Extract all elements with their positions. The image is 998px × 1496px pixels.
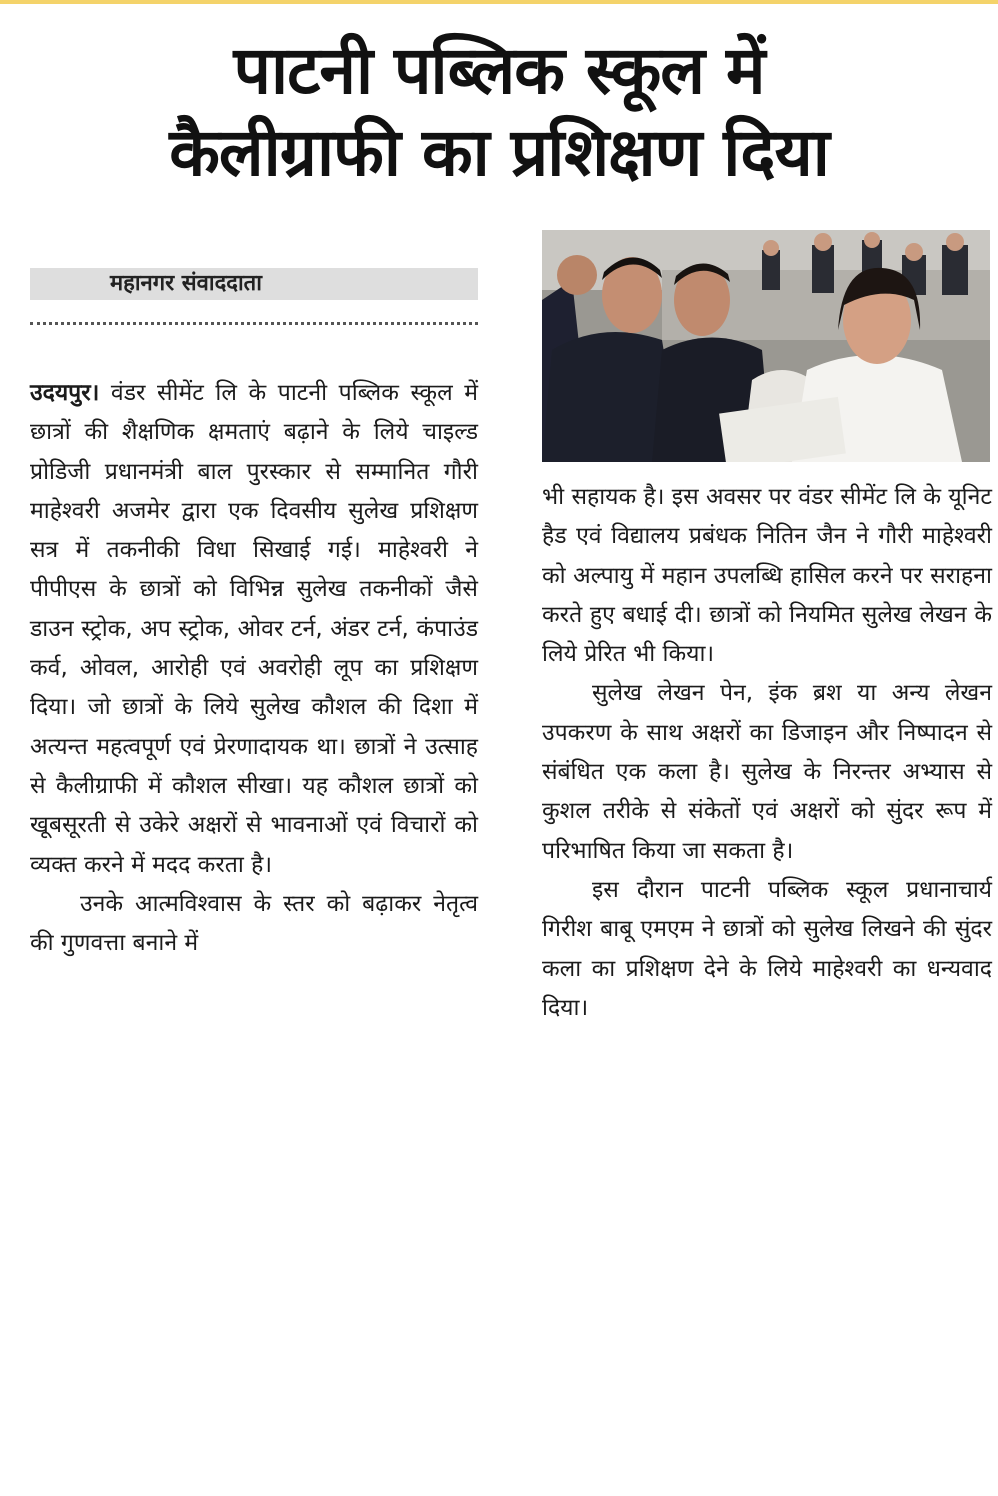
article-right-column <box>542 478 992 1488</box>
top-rule <box>0 0 998 4</box>
paragraph-text: वंडर सीमेंट लि के पाटनी पब्लिक स्कूल में छात्रों की शैक्षणिक क्षमताएं बढ़ाने के लिये चाइल्ड प्रोडिजी प्रधानमंत्री बाल पुरस्कार से सम्मानित गौरी माहेश्वरी अजमेर द्वारा एक दिवसीय सुलेख प्रशिक्षण सत्र में तकनीकी विधा सिखाई गई। माहेश्वरी ने पीपीएस के छात्रों को विभिन्न सुलेख तकनीकों जैसे डाउन स्ट्रोक, अप स्ट्रोक, ओवर टर्न, अंडर टर्न, कंपाउंड कर्व, ओवल, आरोही एवं अवरोही लूप का प्रशिक्षण दिया। जो छात्रों के लिये सुलेख कौशल की दिशा में अत्यन्त महत्वपूर्ण एवं प्रेरणादायक था। छात्रों ने उत्साह से कैलीग्राफी में कौशल सीखा। यह कौशल छात्रों को खूबसूरती से उकेरे अक्षरों से भावनाओं एवं विचारों को व्यक्त करने में मदद करता है। <box>30 380 478 878</box>
news-photo <box>542 230 990 462</box>
article-paragraph: सुलेख लेखन पेन, इंक ब्रश या अन्य लेखन उपकरण के साथ अक्षरों का डिजाइन और निष्पादन से संबंधित एक कला है। सुलेख के निरन्तर अभ्यास से कुशल तरीके से संकेतों एवं अक्षरों को सुंदर रूप में परिभाषित किया जा सकता है। <box>542 680 992 864</box>
article-paragraph: भी सहायक है। इस अवसर पर वंडर सीमेंट लि के यूनिट हैड एवं विद्यालय प्रबंधक नितिन जैन ने गौरी माहेश्वरी को अल्पायु में महान उपलब्धि हासिल करने पर सराहना करते हुए बधाई दी। छात्रों को नियमित सुलेख लेखन के लिये प्रेरित भी किया। <box>542 484 992 668</box>
headline-line-2: कैलीग्राफी का प्रशिक्षण दिया <box>169 114 829 191</box>
article-paragraph: उनके आत्मविश्वास के स्तर को बढ़ाकर नेतृत्व की गुणवत्ता बनाने में <box>30 890 478 957</box>
dateline: उदयपुर। <box>30 380 100 406</box>
dotted-divider <box>30 322 478 325</box>
article-paragraph: इस दौरान पाटनी पब्लिक स्कूल प्रधानाचार्य गिरीश बाबू एमएम ने छात्रों को सुलेख लिखने की सुंदर कला का प्रशिक्षण देने के लिये माहेश्वरी का धन्यवाद दिया। <box>542 876 992 1021</box>
headline-line-1: पाटनी पब्लिक स्कूल में <box>233 32 765 109</box>
article-left-column <box>30 374 478 1484</box>
byline: महानगर संवाददाता <box>30 268 478 300</box>
students-photo-illustration <box>542 230 990 462</box>
headline <box>0 30 998 194</box>
article-paragraph <box>30 374 478 885</box>
